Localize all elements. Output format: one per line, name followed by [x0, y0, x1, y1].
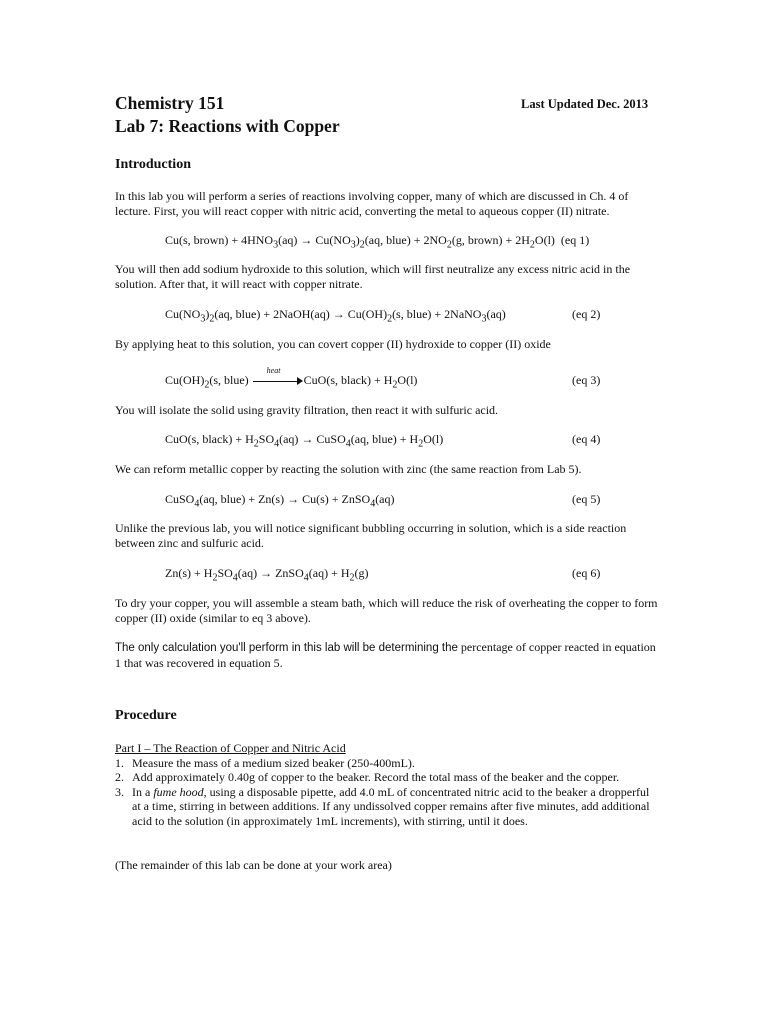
procedure-heading: Procedure — [115, 708, 177, 723]
intro-paragraph-4: You will isolate the solid using gravity filtration, then react it with sulfuric acid. — [115, 403, 499, 417]
course-title: Chemistry 151 — [115, 93, 225, 113]
introduction-heading: Introduction — [115, 157, 191, 172]
procedure-step-1: 1. Measure the mass of a medium sized beaker (250-400mL). — [115, 755, 415, 770]
equation-5-label: (eq 5) — [572, 492, 601, 506]
intro-paragraph-3: By applying heat to this solution, you can covert copper (II) hydroxide to copper (II) oxide — [115, 337, 551, 351]
calculation-note-rest: percentage of copper reacted in equation 1 that was recovered in equation 5. — [115, 640, 656, 670]
intro-paragraph-7: To dry your copper, you will assemble a steam bath, which will reduce the risk of overheating the copper to form copper (II) oxide (similar to eq 3 above). — [115, 596, 658, 625]
intro-paragraph-8 — [115, 640, 660, 671]
procedure-step-3: 3. In a fume hood, using a disposable pipette, add 4.0 mL of concentrated nitric acid to the beaker a dropperful at a time, stirring in between additions. If any undissolved copper remains after five minutes, add additional acid to the solution (in approximately 1mL increments), with stirring, until it does. — [115, 784, 650, 828]
equation-2-label: (eq 2) — [572, 307, 601, 321]
equation-6-label: (eq 6) — [572, 566, 601, 580]
lab-title: Lab 7: Reactions with Copper — [115, 116, 340, 136]
calculation-note-lead: The only calculation you'll perform in this lab will be determining the — [115, 642, 458, 654]
equation-1: Cu(s, brown) + $4HNO_3(aq) \to Cu(NO_3)_2(aq$, blue) + $2NO_2(g$, brown) + $2H_2O(l)$ (eq 1) — [165, 233, 590, 251]
last-updated: Last Updated Dec. 2013 — [521, 97, 649, 111]
procedure-note: (The remainder of this lab can be done at your work area) — [115, 858, 392, 872]
equation-3-label: (eq 3) — [572, 373, 601, 387]
equation-3: $Cu(OH)_2(s$, blue) heat CuO(s, black) + $H_2O(l)$ — [165, 366, 418, 391]
intro-paragraph-1: In this lab you will perform a series of reactions involving copper, many of which are discussed in Ch. 4 of lecture. First, you will react copper with nitric acid, converting the metal to aqueous copper (II) nitrate. — [115, 189, 629, 218]
intro-paragraph-5: We can reform metallic copper by reacting the solution with zinc (the same reaction from Lab 5). — [115, 462, 582, 476]
intro-paragraph-6: Unlike the previous lab, you will notice significant bubbling occurring in solution, which is a side reaction between zinc and sulfuric acid. — [115, 521, 627, 550]
intro-paragraph-2: You will then add sodium hydroxide to this solution, which will first neutralize any excess nitric acid in the solution. After that, it will react with copper nitrate. — [115, 262, 631, 291]
procedure-step-2: 2. Add approximately 0.40g of copper to the beaker. Record the total mass of the beaker and the copper. — [115, 770, 620, 784]
heat-arrow — [253, 366, 303, 386]
equation-1-label: (eq 1) — [560, 233, 590, 247]
equation-6: $Zn(s) + H_2SO_4(aq)$ → ZnSO$_4$(aq) + $H_2(g)$ — [165, 566, 369, 584]
part-1-title: Part I – The Reaction of Copper and Nitric Acid — [115, 741, 346, 755]
heat-arrow-label: heat — [266, 366, 281, 376]
equation-5: CuSO$_4$(aq, blue) + Zn(s) → Cu(s) + ZnSO$_4$(aq) — [165, 492, 395, 510]
equation-4: CuO(s, black) + $H_2SO_4(aq)$ → CuSO$_4$(aq, blue) + $H_2O(l)$ — [165, 432, 444, 450]
procedure-part-1 — [115, 741, 660, 828]
equation-4-label: (eq 4) — [572, 432, 601, 446]
fume-hood-emphasis: fume hood — [153, 784, 204, 799]
equation-2: $Cu(NO_3)_2(aq$, blue) + 2NaOH(aq) → $Cu(OH)_2(s$, blue) + 2NaNO$_3$(aq) — [165, 307, 506, 325]
